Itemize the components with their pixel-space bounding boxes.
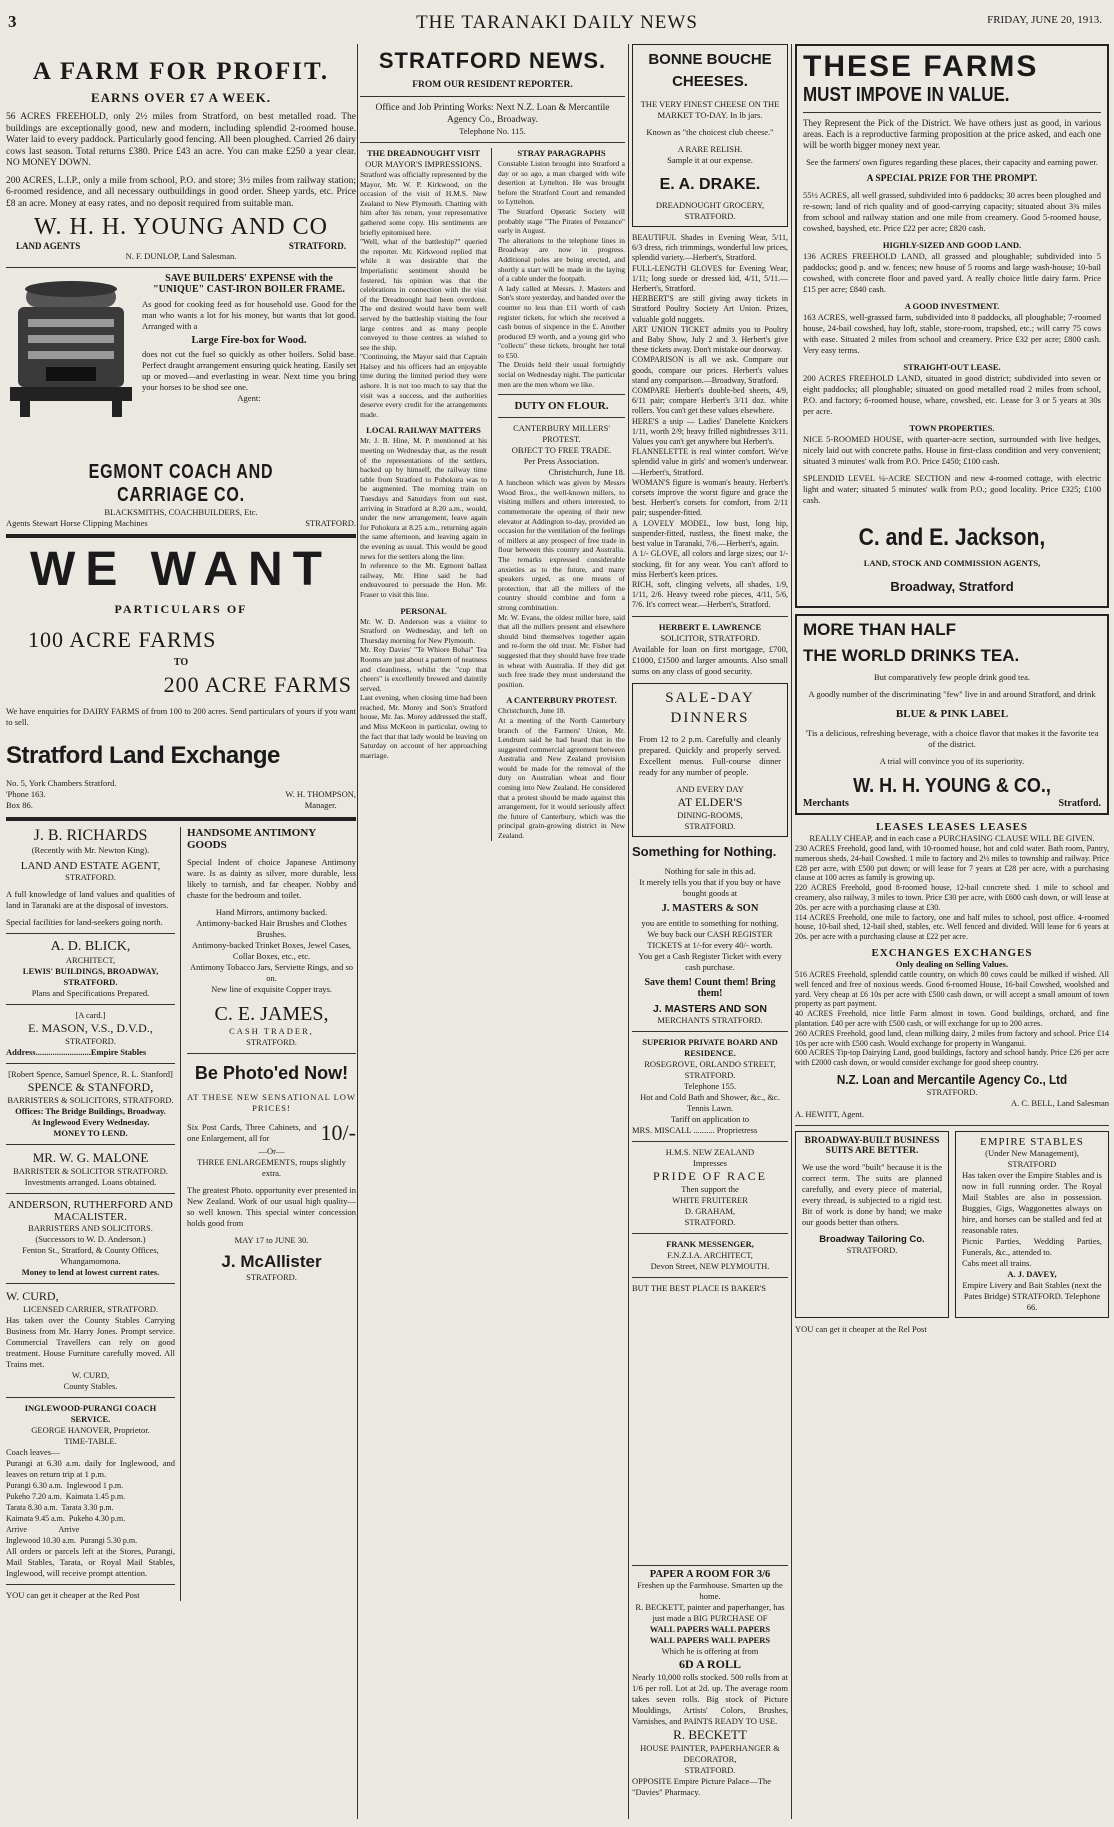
stray-article: Constable Liston brought into Stratford a day or so ago, a man charged with wife desertion at Lyttelton. He was brought before the Stratford Court and remanded to Lyttelton. The Stratford Operatic Society will probably stage "The Pirates of Penzance" early in August. The alterations to the telephone lines in Broadway are now in progress. Additional poles are being erected, and shortly a start will be made in the laying of a cable under the footpath. A lady called at Messrs. J. Masters and Son's store yesterday, and handed over the counter no less than £11 worth of cash register tickets, for which she received a cash bonus of sixpence in the £. Another produced £9 worth, and a young girl who "collects" these tickets, brought her total to £50. The Druids held their usual fortnightly social on Wednesday night. The particular men are the men whom we like. [498,159,625,389]
blick-role: ARCHITECT, [65,955,116,965]
tailoring-name: Broadway Tailoring Co. [819,1233,925,1245]
spence-role: BARRISTERS & SOLICITORS, STRATFORD. [7,1095,174,1105]
elders-room: DINING-ROOMS, [677,809,743,820]
photo-cards: Six Post Cards, Three Cabinets, and one Enlargement, all for [187,1122,317,1143]
beckett-text: R. BECKETT, painter and paperhanger, has just made a BIG PURCHASE OF [635,1602,785,1623]
young-merchants: Merchants [803,798,849,809]
heading-town: TOWN PROPERTIES. [909,423,995,433]
we-want-headline: WE WANT [30,543,332,596]
improve-value-headline: MUST IMPOVE IN VALUE. [803,84,1010,106]
roll-text: Which he is offering at from [661,1646,759,1656]
egmont-agents: Agents Stewart Horse Clipping Machines [6,518,148,528]
superior-telephone: Telephone 155. [683,1080,737,1091]
column-1 [6,44,356,1819]
red-post-tagline: YOU can get it cheaper at the Red Post [6,1590,140,1600]
exchanges-listings: 516 ACRES Freehold, splendid cattle country, on which 80 cows could be milked if wished. All well fenced and free of noxious weeds. Good 6-roomed House, 16-bail Cowshed, woolshed and yard. Very cheap at £6 10s per acre with £500 cash down, or will accept a small amount of town property as part payment. 40 ACRES Freehold, nice little Farm almost in town. Good buildings, orchard, and fine plantation. £40 per acre with £500 cash, or will exchange for up to 200 acres. 260 ACRES Freehold, good land, clean milking dairy, 2 miles from factory and school. Price £14 10s per acre with £500 cash. Would exchange for property in Wanganui. 600 ACRES Tip-top Dairying Land, good buildings, factory and school handy. Price £26 per acre with £2000 cash down, or would consider exchange for good sheep country. [795,969,1109,1068]
exchange-manager: W. H. THOMPSON, Manager. [285,789,356,810]
divider [6,1193,175,1194]
photo-dates: MAY 17 to JUNE 30. [234,1235,309,1245]
blick-name: A. D. BLICK, [50,939,131,954]
messenger-role: F.N.Z.I.A. ARCHITECT, [667,1249,753,1260]
news-columns [360,148,625,841]
tea-text-2: A goodly number of the discriminating "few" live in and around Stratford, and drink [808,689,1096,699]
something-text: Nothing for sale in this ad. It merely tells you that if you buy or have bought goods at [639,865,781,898]
divider [795,1125,1109,1126]
tea-text: But comparatively few people drink good tea. [873,672,1031,682]
empire-stables-ad [955,1131,1109,1318]
james-name: C. E. JAMES, [214,1003,329,1025]
mason-card: [A card.] [75,1010,106,1020]
opposite-tagline: OPPOSITE Empire Picture Palace—The "Davies" Pharmacy. [632,1776,772,1797]
tailoring-text: We use the word "built" because it is the correct term. The suits are planned carefully, and every piece of material, every thread, is subjected to a rigid test. Bit of work is done by hand; we make our goods better than others. [802,1161,942,1227]
stratford-news-title: STRATFORD NEWS. [378,48,607,73]
mason-address: Address..........................Empire Stables [6,1047,147,1057]
lawrence-role: SOLICITOR, STRATFORD. [660,632,760,643]
issue-date: FRIDAY, JUNE 20, 1913. [987,14,1102,26]
coach-footer: All orders or parcels left at the Stores, Purangi, Mail Stables, Tarata, or Royal Mail Stables, Inglewood, will receive prompt attention. [6,1546,175,1578]
tea-ad [795,614,1109,815]
masters-ad [632,843,788,1026]
superior-text: Hot and Cold Bath and Shower, &c., &c. Tennis Lawn. Tariff on application to [640,1091,780,1124]
divider [498,417,625,418]
photo-offer [187,1120,356,1146]
jackson-town: Broadway, Stratford [890,579,1014,594]
farms-200: 200 ACRE FARMS [163,672,352,697]
richards-special: Special facilities for land-seekers going north. [6,917,163,927]
dreadnought-article: Stratford was officially represented by the Mayor, Mr. W. P. Kirkwood, on the occasion of the visit of H.M.S. New Zealand to New Plymouth. Chatting with him after his return, your representative gathered some copy. His sentiments are briefly epitomised here. "Well, what of the battleship?" queried the reporter. Mr. Kirkwood replied that while it was desirable that the Imperialistic sentiment should be fostered, his opinion was that the celebrations in connection with the visit of the Dreadnought had been overdone. The end desired would have been well served by the battleship visiting the four large centres and as many people conveyed to those centres as wished to see the ship. "Continuing, the Mayor said that Captain Halsey and his officers had an enjoyable time during the limited period they were ashore. It is not too much to say that the visit was a success, and the authorities deserve every credit for the arrangements made. [360,170,487,419]
photo-text: The greatest Photo. opportunity ever presented in New Zealand. Work of our usual high quality—so well known. This special winter concession holds good from [187,1185,356,1228]
heading-millers: CANTERBURY MILLERS' PROTEST. [513,423,610,445]
drake-role: DREADNOUGHT GROCERY, [655,200,765,210]
spence-inglewood: At Inglewood Every Wednesday. [31,1117,150,1127]
boiler-title: SAVE BUILDERS' EXPENSE with the [165,273,333,284]
cheese-known: Known as "the choicest club cheese." [646,127,774,137]
heading-investment: A GOOD INVESTMENT. [904,301,1000,311]
divider [6,933,175,934]
ad-headline: A FARM FOR PROFIT. [32,58,330,85]
divider [6,817,356,821]
divider [6,1397,175,1398]
roll-price: 6D A ROLL [678,1657,741,1671]
heading-dreadnought: THE DREADNOUGHT VISIT [366,148,481,158]
boiler-text-2: does not cut the fuel so quickly as other boilers. Solid base. Perfect draught arrangement ensuring quick heating. Easily set up or moved—and everlasting in wear. Next time you bring your horses to be shod see one. [142,349,356,392]
curd-name: W. CURD, [6,1289,59,1303]
coach-timetable: TIME-TABLE. [64,1436,117,1446]
heading-object: OBJECT TO FREE TRADE. [511,445,612,456]
bonne-bouche-title: BONNE BOUCHE CHEESES. [648,51,772,90]
tea-headline-1: MORE THAN HALF [803,620,956,639]
tea-headline-2: THE WORLD DRINKS TEA. [803,646,1020,665]
messenger-name: FRANK MESSENGER, [666,1238,754,1249]
divider [498,394,625,395]
elders-town: STRATFORD. [684,820,736,831]
cheese-sample: Sample it at our expense. [667,155,753,165]
beckett-role: HOUSE PAINTER, PAPERHANGER & DECORATOR, [640,1743,780,1764]
office-line: Office and Job Printing Works: Next N.Z. Loan & Mercantile Agency Co., Broadway. [375,103,610,125]
heading-flour: DUTY ON FLOUR. [514,400,609,413]
richards-town: STRATFORD. [65,872,116,882]
exchanges-sub: Only dealing on Selling Values. [895,958,1009,969]
nz-loan-name: N.Z. Loan and Mercantile Agency Co., Ltd [836,1071,1068,1087]
malone-name: MR. W. G. MALONE [32,1150,149,1165]
heading-mayor: OUR MAYOR'S IMPRESSIONS. [365,159,482,169]
column-2 [360,44,625,1819]
land-exchange-name: Stratford Land Exchange [6,742,280,769]
leases-sub: REALLY CHEAP, and in each case a PURCHASING CLAUSE WILL BE GIVEN. [809,833,1095,843]
farms-100: 100 ACRE FARMS [28,627,217,652]
hms-title: H.M.S. NEW ZEALAND [665,1146,755,1157]
bottom-ads [795,1131,1109,1324]
richards-role: LAND AND ESTATE AGENT, [20,860,161,872]
hms-text: Impresses [693,1157,727,1168]
divider [6,1063,175,1064]
superior-address: ROSEGROVE, ORLANDO STREET, STRATFORD. [644,1058,776,1080]
blick-plans: Plans and Specifications Prepared. [31,988,150,998]
superior-proprietress: MRS. MISCALL .......... Proprietress [632,1124,758,1135]
we-want-ad [6,544,356,811]
hewitt-agent: A. HEWITT, Agent. [795,1108,865,1119]
spence-money: MONEY TO LEND. [53,1128,128,1138]
tailoring-ad [795,1131,949,1318]
flour-place: Christchurch, June 18. [548,467,625,478]
column-rule [791,44,792,1819]
anderson-address: Fenton St., Stratford, & County Offices, Whangamomona. [22,1245,159,1266]
divider [803,112,1101,113]
farms-intro: They Represent the Pick of the District. We have others just as good, in various areas. Each is a reproductive farming proposition at the price asked, and each one will be worth bigger money next year. [803,118,1101,150]
boiler-agent: Agent: [237,393,261,403]
antimony-text: Special Indent of choice Japanese Antimony ware. Is as dainty as silver, more durable, less likely to tarnish, and far cheaper. Nobby and chaste for the bedroom and toilet. [187,857,356,900]
boiler-firebox: Large Fire-box for Wood. [191,335,307,346]
paper-room-ad [632,1565,788,1798]
anderson-role: BARRISTERS AND SOLICITORS. [28,1223,153,1233]
fruiterer-name: D. GRAHAM, [684,1205,736,1216]
drake-name: E. A. DRAKE. [659,176,761,193]
leases-ad [795,821,1109,1120]
malone-role: BARRISTER & SOLICITOR STRATFORD. [13,1166,168,1176]
coach-text: Coach leaves— Purangi at 6.30 a.m. daily for Inglewood, and leaves on return trip at 1 p.m. [6,1447,175,1479]
agent-line [6,241,356,251]
herbert-classifieds: BEAUTIFUL Shades in Evening Wear, 5/11, 6/3 dress, rich trimmings, wonderful low prices, splendid variety.—Herbert's, Stratford. FULL-LENGTH GLOVES for Evening Wear, 1/11; long suede or dressed kid, 4/11, 5/11.—Herbert's, Stratford. HERBERT'S are still giving away tickets in Stratford Poultry Society Art Union. Prizes, valuable gold nuggets. ART UNION TICKET admits you to Poultry and Baby Show, July 2 and 3. Herbert's give these tickets away. Don't mistake our doorway. COMPARISON is all we ask. Compare our goods, compare our prices. Herbert's values stand any comparison.—Broadway, Stratford. COMPARE Herbert's double-bed sheets, 4/9, 6/11 pair; compare Herbert's 3/11 doz. white rollers. You can't get these values elsewhere. HERE'S a snip — Ladies' Danelette Knickers 1/11, worth 2/9; heavy frilled nightdresses 3/11. Values you can't get anywhere but Herbert's. FLANNELETTE is real winter comfort. We've splendid value in girls' and women's underwear.—Herbert's, Stratford. WOMAN'S figure is woman's beauty. Herbert's corsets improve the worst figure and grace the best. Herbert's corsets for comfort, from 2/11 pair; suspender-fitted. A LOVELY MODEL, low bust, long hip, suspender-fitted, rustless, the finest make, the best value in Taranaki, 7/6.—Herbert's, again. A 1/- GLOVE, all colors and large sizes; our 1/- stocking, fit for any wear. You can't afford to miss Herbert's keen prices. RICH, soft, clinging velvets, all shades, 1/9, 1/11, 2/6. Heavy tweed robe pieces, 4/11, 5/6, 7/6. It's correct wear.—Herbert's, Stratford. [632,233,788,610]
photo-or: —Or— [258,1146,285,1156]
young-town: Stratford. [1058,798,1101,809]
beckett-name: R. BECKETT [673,1727,747,1742]
photo-three: THREE ENLARGEMENTS, roups slightly extra. [197,1157,346,1178]
farms-see: See the farmers' own figures regarding these places, their capacity and earning power. [806,157,1098,167]
richards-name: J. B. RICHARDS [33,827,148,844]
pride-of-race: PRIDE OF RACE [652,1168,767,1183]
superior-title: SUPERIOR PRIVATE BOARD AND RESIDENCE. [642,1036,778,1058]
something-title: Something for Nothing. [632,843,777,859]
messenger-address: Devon Street, NEW PLYMOUTH. [650,1260,770,1271]
cards-right [187,827,356,1601]
divider [632,1031,788,1032]
divider [6,1283,175,1284]
mcallister-town: STRATFORD. [246,1272,297,1282]
canterbury-article: Christchurch, June 18. At a meeting of the North Canterbury branch of the Farmers' Union, Mr. Lendrum said he had heard that in the suggested commercial agreement between Australia and New Zealand provision would be made for the removal of the duty on Australian wheat and flour coming into New Zealand. He considered that a protest should be made against this arrangement, for it would seriously affect the future of Canterbury, which was the principal grain-growing district in New Zealand. [498,706,625,841]
saleday-every: AND EVERY DAY [676,783,744,794]
listing-200-acres: 200 ACRES, L.I.P., only a mile from school, P.O. and store; 3½ miles from railway station; 6-roomed residence, and all necessary outbuildings in good order. Sheep yards, etc. Price £8 an acre. Money at easy rates, and no deposit required from suitable man. [6,175,356,209]
heading-personal: PERSONAL [400,605,447,616]
paper-room-title: PAPER A ROOM FOR 3/6 [649,1569,771,1580]
young-co-name: W. H. H. YOUNG & CO., [853,775,1051,797]
heading-canterbury: A CANTERBURY PROTEST. [506,695,617,706]
antimony-title: HANDSOME ANTIMONY GOODS [187,827,316,851]
egmont-town: STRATFORD. [305,518,356,528]
curd-signature: W. CURD, County Stables. [63,1370,118,1391]
divider [632,1277,788,1278]
saleday-ad [632,683,788,837]
anderson-money: Money to lend at lowest current rates. [21,1267,160,1277]
farm-200-acres: 200 ACRES FREEHOLD LAND, situated in good district; subdivided into seven or eight paddocks; all ploughable; situated on good metalled road 2 miles from school, P.O. and factory; 6-roomed house, whare, cowshed, etc. Lease for 3 or 5 years at 30s per acre. [803,373,1101,416]
railway-article: Mr. J. B. Hine, M. P. mentioned at his meeting on Wednesday that, as the result of the representations of the settlers, backed up by himself, the railway time table from Stratford to Pohokura was to be augmented. The morning train on Tuesdays and Saturdays from out east, arriving in Stratford at 8.20 a.m., would, under the new arrangement, leave again for Pohokura at 8.25 a.m., returning again the same afternoon, and leaving again in the evening as usual. This would be good news for the settlers along the line. In reference to the Mt. Egmont ballast railway, Mr. Hine said he had endeavoured to persuade the Hon. Mr. Fraser to visit this line. [360,436,487,599]
cards-left [6,827,181,1601]
divider [360,96,625,97]
boiler-ad [6,273,356,461]
farm-136-acres: 136 ACRES FREEHOLD LAND, all grassed and ploughable; subdivided into 5 paddocks; good p. and w. fences; new house of 5 rooms and large wash-house; 10-bail cowshed, with concrete floor and paved yard. A really choice little dairy farm. Price £15 per acre; £840 cash. [803,251,1101,294]
column-rule [357,44,358,1819]
exchanges-headline: EXCHANGES EXCHANGES [871,946,1033,959]
tailoring-town: STRATFORD. [846,1244,898,1255]
egmont-trades: BLACKSMITHS, COACHBUILDERS, Etc. [104,507,258,517]
column-rule [628,44,629,1819]
jackson-role: LAND, STOCK AND COMMISSION AGENTS, [863,558,1041,568]
pride-text: Then support the [681,1183,739,1194]
blick-address: LEWIS' BUILDINGS, BROADWAY, STRATFORD. [22,966,159,987]
spence-partners: [Robert Spence, Samuel Spence, R. L. Stanford] [8,1069,173,1079]
fruiterer: WHITE FRUITERER [672,1194,748,1205]
divider [6,1144,175,1145]
leases-listings: 230 ACRES Freehold, good land, with 10-roomed house, hot and cold water. Bath room, Pantry, numerous sheds, 24-bail Cowshed. 1 mile to factory and 2½ miles to township and railway. Price £28 per acre, with £500 put down; or will lease for 7 years at £28 per acre, with a purchasing clause at 100 acres as family is growing up. 220 ACRES Freehold, good 8-roomed house, 12-bail concrete shed. 1 mile to school and creamery, also railway, 3 miles to town. Price £30 per acre, with £600 cash down, or will lease at 20s. per acre with a purchasing clause at £30. 114 ACRES Freehold, one mile to factory, one and half miles to school, post office. 4-roomed house, 10-bail shed, 12-bail shed, stables, etc. Well fenced and divided. Will lease for 6 years at 20s. per acre with a purchasing clause at £22 per acre. [795,844,1109,942]
masters-name: J. MASTERS & SON [661,902,759,914]
town-property-1: NICE 5-ROOMED HOUSE, with quarter-acre section, surrounded with live hedges, nicely laid out with concrete paths. House in first-class condition and very convenient; situated 3 minutes' walk from P.O. Price £450; £100 cash. [803,434,1101,466]
jackson-name: C. and E. Jackson, [858,524,1046,551]
mcallister-name: J. McAllister [221,1252,322,1271]
james-role: CASH TRADER, [229,1026,314,1036]
roll-details: Nearly 10,000 rolls stocked. 500 rolls from at 1/6 per roll. Lot at 2d. up. The average room takes seven rolls. Big stock of Picture Mouldings, Artists' Colors, Brushes, Varnishes, and PAINTS READY TO USE. [632,1672,788,1726]
divider [632,616,788,617]
egmont-coach-name: EGMONT COACH AND CARRIAGE CO. [88,461,274,506]
enquiries-text: We have enquiries for DAIRY FARMS of from 100 to 200 acres. Send particulars of yours if you want to sell. [6,706,356,727]
blue-pink-label: BLUE & PINK LABEL [895,708,1009,720]
special-prize: A SPECIAL PRIZE FOR THE PROMPT. [866,174,1038,184]
empire-text: Has taken over the Empire Stables and is now in full running order. The Royal Mail Stables are also in possession. Buggies, Gigs, Waggonettes always on hire, and horses can be stalled and fed at reasonable rates. Picnic Parties, Wedding Parties, Funerals, &c., attended to. Cabs meet all trains. [962,1169,1102,1268]
cheese-ad [632,44,788,227]
lawrence-name: HERBERT E. LAWRENCE [658,621,762,632]
ad-subheadline: EARNS OVER £7 A WEEK. [90,90,272,105]
tailoring-title: BROADWAY-BUILT BUSINESS SUITS ARE BETTER. [804,1135,940,1156]
nz-loan-salesman: A. C. BELL, Land Salesman [1011,1097,1109,1108]
telephone-line: Telephone No. 115. [459,126,526,136]
coach-title: INGLEWOOD-PURANGI COACH SERVICE. [24,1403,157,1424]
coach-proprietor: GEORGE HANOVER, Proprietor. [31,1425,150,1435]
young-co-line [803,798,1101,809]
paper-room-text: Freshen up the Farmhouse. Smarten up the home. [637,1580,783,1601]
drake-town: STRATFORD. [684,211,736,221]
egmont-line [6,518,356,528]
listing-56-acres: 56 ACRES FREEHOLD, only 2½ miles from Stratford, on best metalled road. The buildings are exceptionally good, new and modern, including splendid 2-roomed house. Water laid to every paddock. Particularly good fencing. All been ploughed. Carried 26 dairy cows last season. Total returns £380. Price £43 an acre. You can make £250 a year clear. NO MONEY DOWN. [6,112,356,168]
anderson-successors: (Successors to W. D. Anderson.) [35,1234,146,1244]
news-right [498,148,625,841]
mason-name: E. MASON, V.S., D.V.D., [28,1021,153,1035]
these-farms-ad [795,44,1109,608]
anderson-name: ANDERSON, RUTHERFORD AND MACALISTER. [8,1199,173,1223]
heading-lease: STRAIGHT-OUT LEASE. [903,362,1001,372]
exchange-address: No. 5, York Chambers Stratford. 'Phone 163. Box 86. [6,778,117,810]
spence-offices: Offices: The Bridge Buildings, Broadway. [15,1106,166,1116]
cheese-text: THE VERY FINEST CHEESE ON THE MARKET TO-DAY. In lb jars. [640,99,780,120]
agent-town: STRATFORD. [288,241,346,251]
leases-headline: LEASES LEASES LEASES [875,821,1029,833]
farm-163-acres: 163 ACRES, well-grassed farm, subdivided into 8 paddocks, all ploughable; 7-roomed house, 24-bail cowshed, hay loft, stable, store-room, trapshed, etc.; will carry 75 cows with ease. Situated 2 miles from school and creamery. Price £32 per acre; £800 cash. Very easy terms. [803,312,1101,355]
exchange-footer [6,778,356,811]
richards-sub: (Recently with Mr. Newton King). [31,845,150,855]
baker-tagline: BUT THE BEST PLACE IS BAKER'S [632,1282,767,1293]
particulars-of: PARTICULARS OF [114,602,248,616]
salesman: N. F. DUNLOP, Land Salesman. [125,251,237,261]
nz-loan-town: STRATFORD. [926,1086,978,1097]
saleday-text: From 12 to 2 p.m. Carefully and cleanly prepared. Quickly and properly served. Excellent menus. Full-course dinner ready for any number of people. [639,733,781,777]
divider [6,267,356,268]
heading-stray: STRAY PARAGRAPHS [517,148,606,158]
spence-name: SPENCE & STANFORD, [27,1080,154,1094]
tea-text-3: 'Tis a delicious, refreshing beverage, with a choice flavor that makes it the favorite tea of the district. [805,728,1099,749]
empire-sub: (Under New Management), STRATFORD [985,1147,1079,1169]
rel-post-tagline: YOU can get it cheaper at the Rel Post [795,1323,927,1334]
davey-name: A. J. DAVEY, [1007,1268,1057,1279]
tea-text-4: A trial will convince you of its superiority. [879,756,1025,766]
antimony-items: Hand Mirrors, antimony backed. Antimony-backed Hair Brushes and Clothes Brushes. Antimony-backed Trinket Boxes, Jewel Cases, Collar Boxes, etc., etc. Antimony Tobacco Jars, Serviette Rings, and so on. New line of exquisite Copper trays. [189,907,354,994]
masthead [0,12,1114,38]
divider [632,1141,788,1142]
fruiterer-town: STRATFORD. [684,1216,736,1227]
page-number: 3 [8,12,17,31]
farm-55-acres: 55½ ACRES, all well grassed, subdivided into 6 paddocks; 30 acres been ploughed and re-sown; land of rich quality and of good-carrying capacity; situated about 3¾ miles from school and railway station and one mile from creamery. Good 5-roomed house, cowshed, bayshed, etc. Price £22 per acre; £820 cash. [803,190,1101,233]
divider [6,534,356,538]
divider [6,1584,175,1585]
divider [632,1233,788,1234]
richards-text: A full knowledge of land values and qualities of land in Taranaki are at the disposal of investors. [6,889,175,910]
beckett-town: STRATFORD. [684,1765,736,1775]
james-town: STRATFORD. [246,1037,297,1047]
column-3 [632,44,788,1819]
wallpapers: WALL PAPERS WALL PAPERS WALL PAPERS WALL PAPERS [649,1624,771,1645]
lawrence-text: Available for loan on first mortgage, £700, £1000, £1500 and larger amounts. Also small sums on any class of good security. [632,643,788,676]
curd-text: Has taken over the County Stables Carrying Business from Mr. Harry Jones. Prompt service. Commercial Travellers can rely on good treatment. House Furniture carefully moved. All Trains met. [6,1315,175,1369]
masters-name-2: J. MASTERS AND SON [653,1002,767,1015]
mason-town: STRATFORD. [65,1036,116,1046]
column-4 [795,44,1109,1819]
coach-rows: Purangi 6.30 a.m. Inglewood 1 p.m. Pukeho 7.20 a.m. Kaimata 1.45 p.m. Tarata 8.30 a.m. Tarata 3.30 p.m. Kaimata 9.45 a.m. Pukeho 4.30 p.m. Arrive Arrive Inglewood 10.30 a.m. Purangi 5.30 p.m. [6,1481,138,1545]
heading-high-land: HIGHLY-SIZED AND GOOD LAND. [882,240,1022,250]
curd-role: LICENSED CARRIER, STRATFORD. [22,1304,159,1314]
town-property-2: SPLENDID LEVEL ¼-ACRE SECTION and new 4-roomed cottage, with electric light and water; situated 5 minutes' walk from P.O.; good locality. Price £325; £100 cash. [803,473,1101,505]
reporter-line: FROM OUR RESIDENT REPORTER. [412,80,573,90]
divider [187,1053,356,1054]
davey-text: Empire Livery and Bait Stables (next the Pates Bridge) STRATFORD. Telephone 66. [962,1279,1102,1312]
malone-text: Investments arranged. Loans obtained. [24,1177,157,1187]
divider [360,142,625,143]
agent-role: LAND AGENTS [16,241,81,251]
saleday-title: SALE-DAY DINNERS [665,689,755,726]
these-farms-headline: THESE FARMS [803,50,1039,83]
boiler-engraving [6,273,136,423]
boiler-name: "UNIQUE" CAST-IRON BOILER FRAME. [153,284,345,295]
personal-article: Mr. W. D. Anderson was a visitor to Stratford on Wednesday, and left on Thursday morning for New Plymouth. Mr. Roy Davies' "Te Whiore Bohai" Tea Rooms are just about a pattern of neatness and cleanliness, whilst the "cup that cheers" is excellently brewed and daintily served. Last evening, when closing time had been reached, Mr. Morey and Son's Stratford house, Mr. Jas. Morey addressed the staff, and Miss McKeon in particular, owing to the fact that that lady would be leaving on Saturday on account of her approaching marriage. [360,616,487,760]
agent-name: W. H. H. YOUNG AND CO [34,214,328,240]
masters-role: MERCHANTS STRATFORD. [657,1014,763,1025]
boiler-text: As good for cooking feed as for household use. Good for the man who wants a lot for his money, but wants that lot good. Arranged with a [142,299,356,331]
masters-save: Save them! Count them! Bring them! [644,976,776,999]
photo-headline: Be Photo'ed Now! [194,1063,349,1083]
flour-association: Per Press Association. [523,456,600,467]
professional-cards [6,827,356,1601]
masters-text: you are entitle to something for nothing. We buy back our CASH REGISTER TICKETS at 1/-for every 40/- worth. You get a Cash Register Ticket with every cash purchase. [638,917,782,972]
flour-article: A luncheon which was given by Messrs Wood Bros., the well-known millers, to visiting millers and others interested, to commemorate the opening of their new elevator at Addington to-day, provided an occasion for the ventilation of the feelings of millers at any prospect of free trade in flour between this country and Australia. The remarks expressed considerable anxieties as to the future, and many speakers urged, as one means of protection, that all the millers of the country should combine and form a strong combination. Mr. W. Evans, the oldest miller here, said that all the millers present and elsewhere should bind themselves together again and re-form the old trust. Mr. Fisher had suggested that they should have free trade in wheat with Australia. If they did get such free trade they must understand the position. [498,478,625,689]
to-word: TO [173,657,189,668]
newspaper-title: THE TARANAKI DAILY NEWS [416,12,698,33]
elders-name: AT ELDER'S [677,794,743,809]
farm-for-profit-ad [6,58,356,262]
photo-price: 10/- [320,1120,356,1145]
heading-railway: LOCAL RAILWAY MATTERS [366,425,481,436]
cheese-relish: A RARE RELISH. [677,144,743,154]
news-left [360,148,492,841]
divider [6,1004,175,1005]
empire-title: EMPIRE STABLES [980,1135,1084,1148]
photo-prices: AT THESE NEW SENSATIONAL LOW PRICES! [187,1092,356,1113]
